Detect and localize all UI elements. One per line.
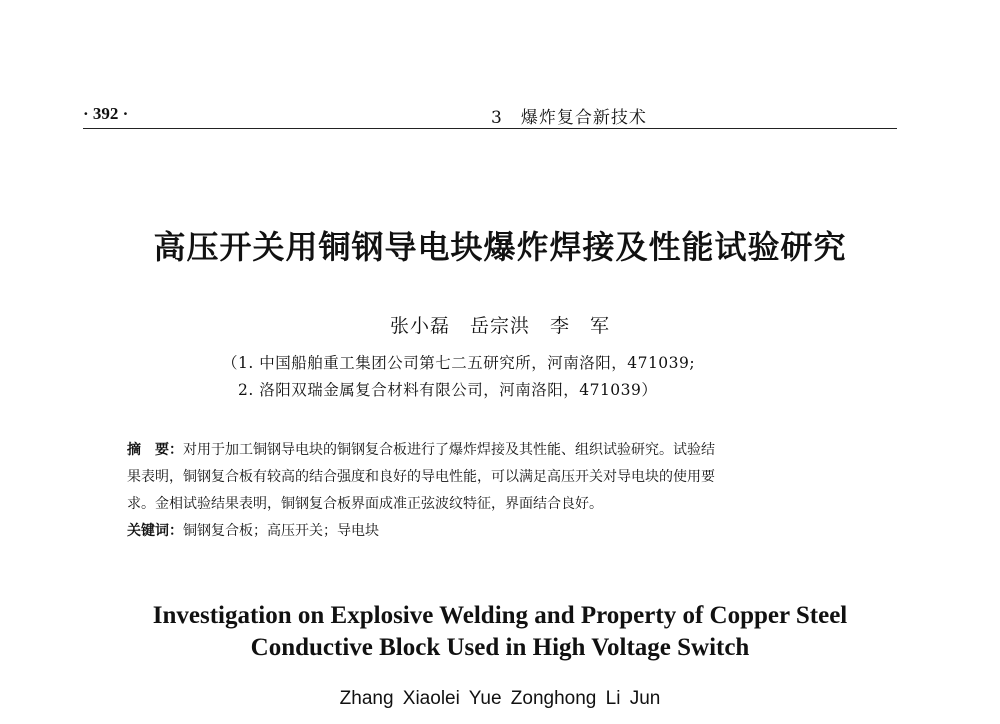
abstract <box>127 437 872 545</box>
abstract-line-1 <box>127 437 872 464</box>
authors-cn: 张小磊 岳宗洪 李 军 <box>389 315 610 337</box>
paper-title-en-line-2: Conductive Block Used in High Voltage Switch <box>250 634 750 661</box>
running-header <box>83 98 897 129</box>
abstract-line-2: 果表明，铜钢复合板有较高的结合强度和良好的导电性能，可以满足高压开关对导电块的使用要 <box>127 469 715 485</box>
section-title: 3 爆炸复合新技术 <box>491 108 647 128</box>
paper-title-cn: 高压开关用铜钢导电块爆炸焊接及性能试验研究 <box>153 228 847 266</box>
page-number: · 392 · <box>83 104 129 123</box>
keywords-line <box>127 518 872 545</box>
abstract-text-1: 对用于加工铜钢导电块的铜钢复合板进行了爆炸焊接及其性能、组织试验研究。试验结 <box>183 442 715 458</box>
authors-en: Zhang Xiaolei Yue Zonghong Li Jun <box>339 688 661 709</box>
abstract-label: 摘 要： <box>127 442 183 458</box>
paper-title-en <box>0 600 1000 664</box>
affiliation-line-2: 2. 洛阳双瑞金属复合材料有限公司，河南洛阳，471039） <box>238 381 658 399</box>
keywords-text: 铜钢复合板；高压开关；导电块 <box>183 523 379 539</box>
keywords-label: 关键词： <box>127 523 183 539</box>
affiliation-line-1: （1. 中国船舶重工集团公司第七二五研究所，河南洛阳，471039; <box>222 354 696 372</box>
abstract-line-3: 求。金相试验结果表明，铜钢复合板界面成准正弦波纹特征，界面结合良好。 <box>127 496 603 512</box>
paper-title-en-line-1: Investigation on Explosive Welding and Property of Copper Steel <box>152 602 848 629</box>
